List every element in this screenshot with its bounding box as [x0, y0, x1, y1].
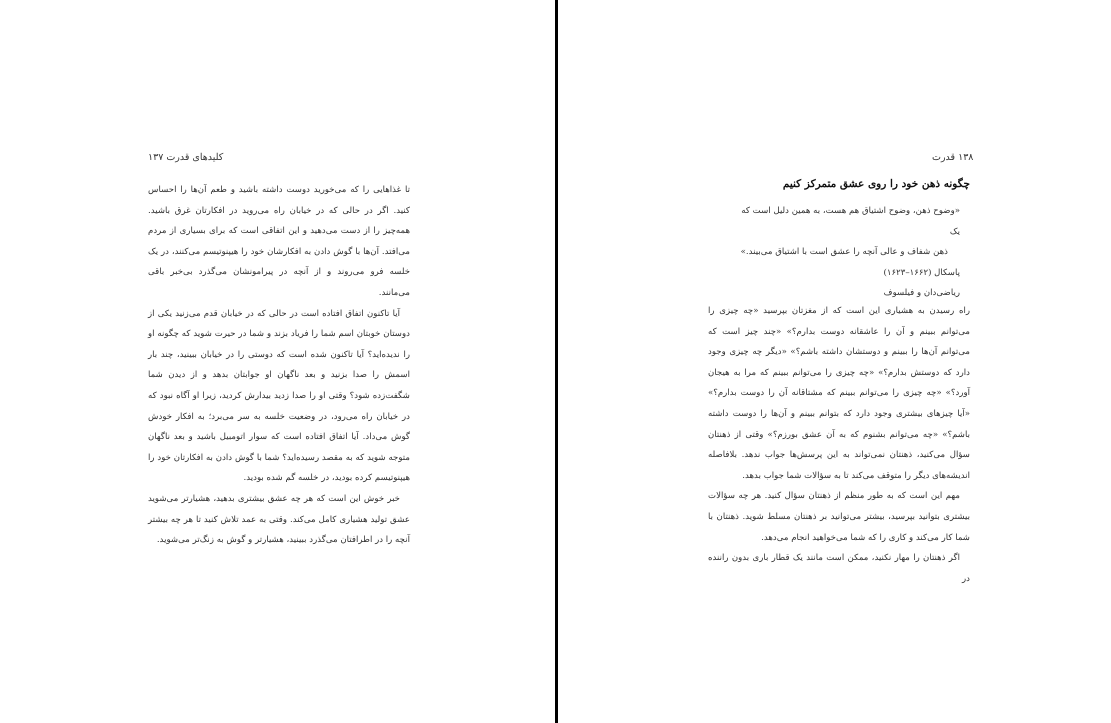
left-page	[0, 0, 555, 723]
text-line: اسمش را صدا بزنید و بعد ناگهان او جوابتان بدهد و از دیدن شما شگفت‌زده	[148, 370, 410, 401]
quote-author-title: ریاضی‌دان و فیلسوف	[883, 288, 960, 298]
text-line: دست می‌دهید و این اتفاقی است که برای بسیاری از مردم می‌افتد. آن‌ها با گوش	[148, 226, 410, 257]
text-line: ببینم و آن را عاشقانه دوست بدارم؟» «چند چیز است که می‌توانم آن‌ها را ببینم	[708, 326, 970, 358]
body-text-right	[708, 301, 970, 589]
text-line: از ذهنتان سؤال می‌کنید، ذهنتان نمی‌تواند به این پرسش‌ها جواب ندهد. بلافاصله	[708, 429, 970, 461]
text-line: آیا تاکنون اتفاق افتاده است در حالی که در خیابان قدم می‌زنید یکی از	[148, 308, 400, 319]
text-line: کار می‌کند و کاری را که شما می‌خواهید انجام می‌دهد.	[761, 532, 953, 543]
text-line: آنچه در پیرامونشان می‌گذرد بی‌خبر باقی می‌مانند.	[148, 267, 410, 298]
running-header-right: ۱۳۸ قدرت	[932, 152, 974, 163]
body-text-left	[148, 180, 410, 551]
paragraph	[148, 304, 410, 489]
text-line: را ندیده‌اید؟ آیا تاکنون شده است که دوستی را در خیابان ببینید، چند بار	[148, 349, 410, 360]
paragraph	[708, 301, 970, 486]
text-line: دوستان خوبتان اسم شما را فریاد بزند و شما در حیرت شوید که چگونه او	[148, 329, 410, 340]
quote-line: ذهن شفاف و عالی آنچه را عشق است با اشتیاق می‌بیند.»	[740, 247, 948, 257]
text-line: اندیشه‌های دیگر را متوقف می‌کند تا به سؤالات شما جواب بدهد.	[742, 470, 970, 481]
paragraph	[708, 548, 970, 589]
text-line: و دوستشان داشته باشم؟» «دیگر چه چیزی وجود دارد که دوستش بدارم؟» «چه	[708, 347, 970, 378]
running-header-left: کلیدهای قدرت ۱۳۷	[148, 152, 224, 163]
quote-author: پاسکال (۱۶۶۲–۱۶۲۳)	[883, 267, 960, 278]
right-page	[558, 0, 1111, 723]
text-line: مقصد رسیده‌اید؟ شما با گوش دادن به افکارتان خود را هیپنوتیسم کرده بودید،	[148, 452, 410, 484]
paragraph	[708, 486, 970, 548]
text-line: در اطرافتان می‌گذرد ببینید، هشیارتر و گوش به زنگ‌تر می‌شوید.	[156, 535, 384, 546]
text-line: بیشتری بتوانید بپرسید، بیشتر می‌توانید بر ذهنتان مسلط شوید. ذهنتان با شما	[708, 511, 970, 543]
text-line: اگر ذهنتان را مهار نکنید، ممکن است مانند یک قطار باری بدون راننده در	[708, 553, 970, 584]
section-title: چگونه ذهن خود را روی عشق متمرکز کنیم	[782, 178, 970, 190]
text-line: آیا اتفاق افتاده است که سوار اتومبیل باشید و بعد ناگهان متوجه شوید که به	[148, 432, 411, 463]
text-line: مهم این است که به طور منظم از ذهنتان سؤال کنید. هر چه سؤالات	[708, 491, 960, 502]
text-line: راه رسیدن به هشیاری این است که از مغزتان بپرسید «چه چیزی را می‌توانم	[708, 306, 970, 337]
text-line: خبر خوش این است که هر چه عشق بیشتری بدهید، هشیارتر می‌شوید عشق	[148, 493, 411, 525]
text-line: و آن‌ها را دوست داشته باشم؟» «چه می‌توانم بشنوم که به آن عشق بورزم؟» وقتی	[708, 408, 971, 440]
text-line: شود؟ وقتی او را صدا زدید بیدارش کردید، زیرا او آگاه نبود که در خیابان	[148, 390, 410, 422]
paragraph	[148, 180, 410, 304]
text-line: چیزی را می‌توانم ببینم که مرا به هیجان آورد؟» «چه چیزی را می‌توانم ببینم که	[708, 367, 971, 399]
text-line: تا غذاهایی را که می‌خورید دوست داشته باشید و طعم آن‌ها را احساس کنید.	[148, 185, 410, 216]
quote-line: «وضوح ذهن، وضوح اشتیاق هم هست، به همین دلیل است که یک	[741, 206, 960, 237]
text-line: اگر در حالی که در خیابان راه می‌روید در افکارتان غرق باشید. همه‌چیز را از	[148, 205, 410, 237]
text-line: تولید هشیاری کامل می‌کند. وقتی به عمد تلاش کنید تا هر چه بیشتر آنچه را	[148, 514, 410, 546]
text-line: در خلسه گم شده بودید.	[243, 473, 330, 484]
paragraph	[148, 489, 410, 551]
text-line: راه می‌رود، در وضعیت خلسه به سر می‌برد؛ به افکار خودش گوش می‌داد.	[148, 411, 411, 443]
text-line: دادن به افکارشان خود را هیپنوتیسم می‌کنند، در یک خلسه فرو می‌روند و از	[148, 246, 411, 278]
epigraph-quote	[730, 201, 960, 304]
text-line: مشتاقانه آن را دوست بدارم؟» «آیا چیزهای بیشتری وجود دارد که بتوانم ببینم	[708, 388, 971, 419]
